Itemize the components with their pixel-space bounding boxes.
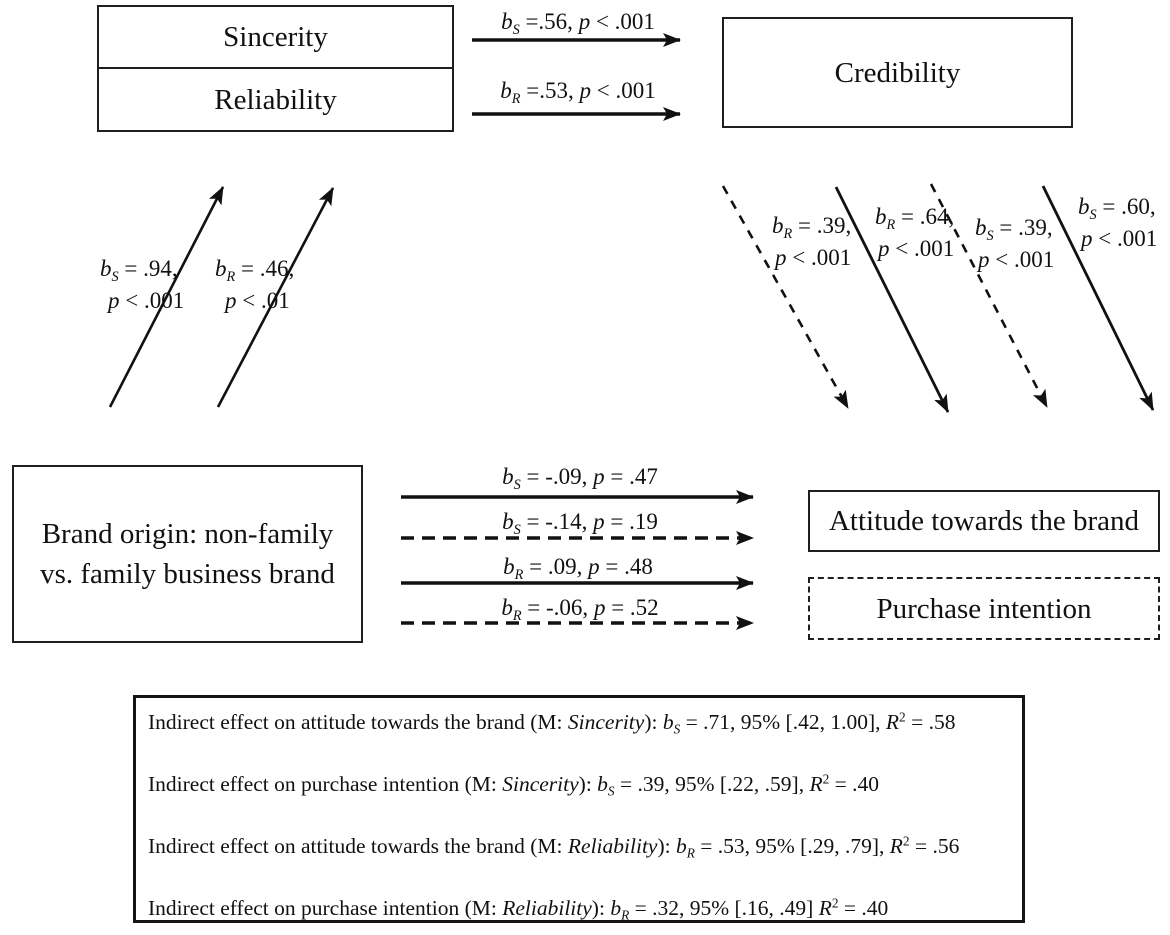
label-origin-to-reliability: $b_R = .46$, p < .01	[215, 256, 295, 313]
box-purchase-intention	[808, 577, 1160, 640]
indirect-effect-attitude-sincerity: Indirect effect on attitude towards the brand (M: Sincerity): $b_S = .71$, 95% [.42, 1.00], $R^2 = .58$	[148, 709, 956, 737]
label-origin-to-purchase-s: $b_S = -.14$, p = .19	[502, 509, 658, 538]
box-reliability-label: Reliability	[214, 83, 337, 116]
box-sincerity-label: Sincerity	[223, 21, 328, 53]
label-credibility-to-purchase-s: $b_S = .39$, p < .001	[975, 215, 1055, 272]
indirect-effect-purchase-reliability: Indirect effect on purchase intention (M: Reliability): $b_R = .32$, 95% [.16, .49] $R^2 = .40$	[148, 895, 889, 923]
indirect-effects-box	[133, 695, 1025, 923]
box-credibility	[722, 17, 1073, 128]
label-origin-to-sincerity: $b_S = .94$, p < .001	[100, 256, 185, 313]
box-purchase-intention-label: Purchase intention	[876, 592, 1092, 625]
label-credibility-to-purchase-r: $b_R = .39$, p < .001	[772, 213, 852, 270]
label-origin-to-purchase-r: $b_R = -.06$, p = .52	[501, 595, 659, 624]
label-credibility-to-attitude-r: $b_R = .64$, p < .001	[875, 204, 955, 261]
box-attitude-label: Attitude towards the brand	[828, 505, 1140, 537]
box-credibility-label: Credibility	[834, 56, 961, 89]
label-origin-to-attitude-s: $b_S = -.09$, p = .47	[502, 464, 658, 493]
indirect-effect-purchase-sincerity: Indirect effect on purchase intention (M: Sincerity): $b_S = .39$, 95% [.22, .59], $R^2 = .40$	[148, 771, 880, 799]
box-brand-origin-label: Brand origin: non-family vs. family business brand	[40, 518, 335, 590]
box-reliability	[97, 67, 454, 132]
label-reliability-to-credibility: $b_R =.53$, p < .001	[500, 78, 656, 107]
indirect-effect-attitude-reliability: Indirect effect on attitude towards the brand (M: Reliability): $b_R = .53$, 95% [.29, .79], $R^2 = .56$	[148, 833, 960, 861]
label-credibility-to-attitude-s: $b_S = .60$, p < .001	[1078, 194, 1158, 251]
box-sincerity	[97, 5, 454, 69]
label-origin-to-attitude-r: $b_R = .09$, p = .48	[503, 554, 653, 583]
label-sincerity-to-credibility: $b_S =.56$, p < .001	[501, 9, 655, 38]
box-brand-origin	[12, 465, 363, 643]
box-attitude	[808, 490, 1160, 552]
